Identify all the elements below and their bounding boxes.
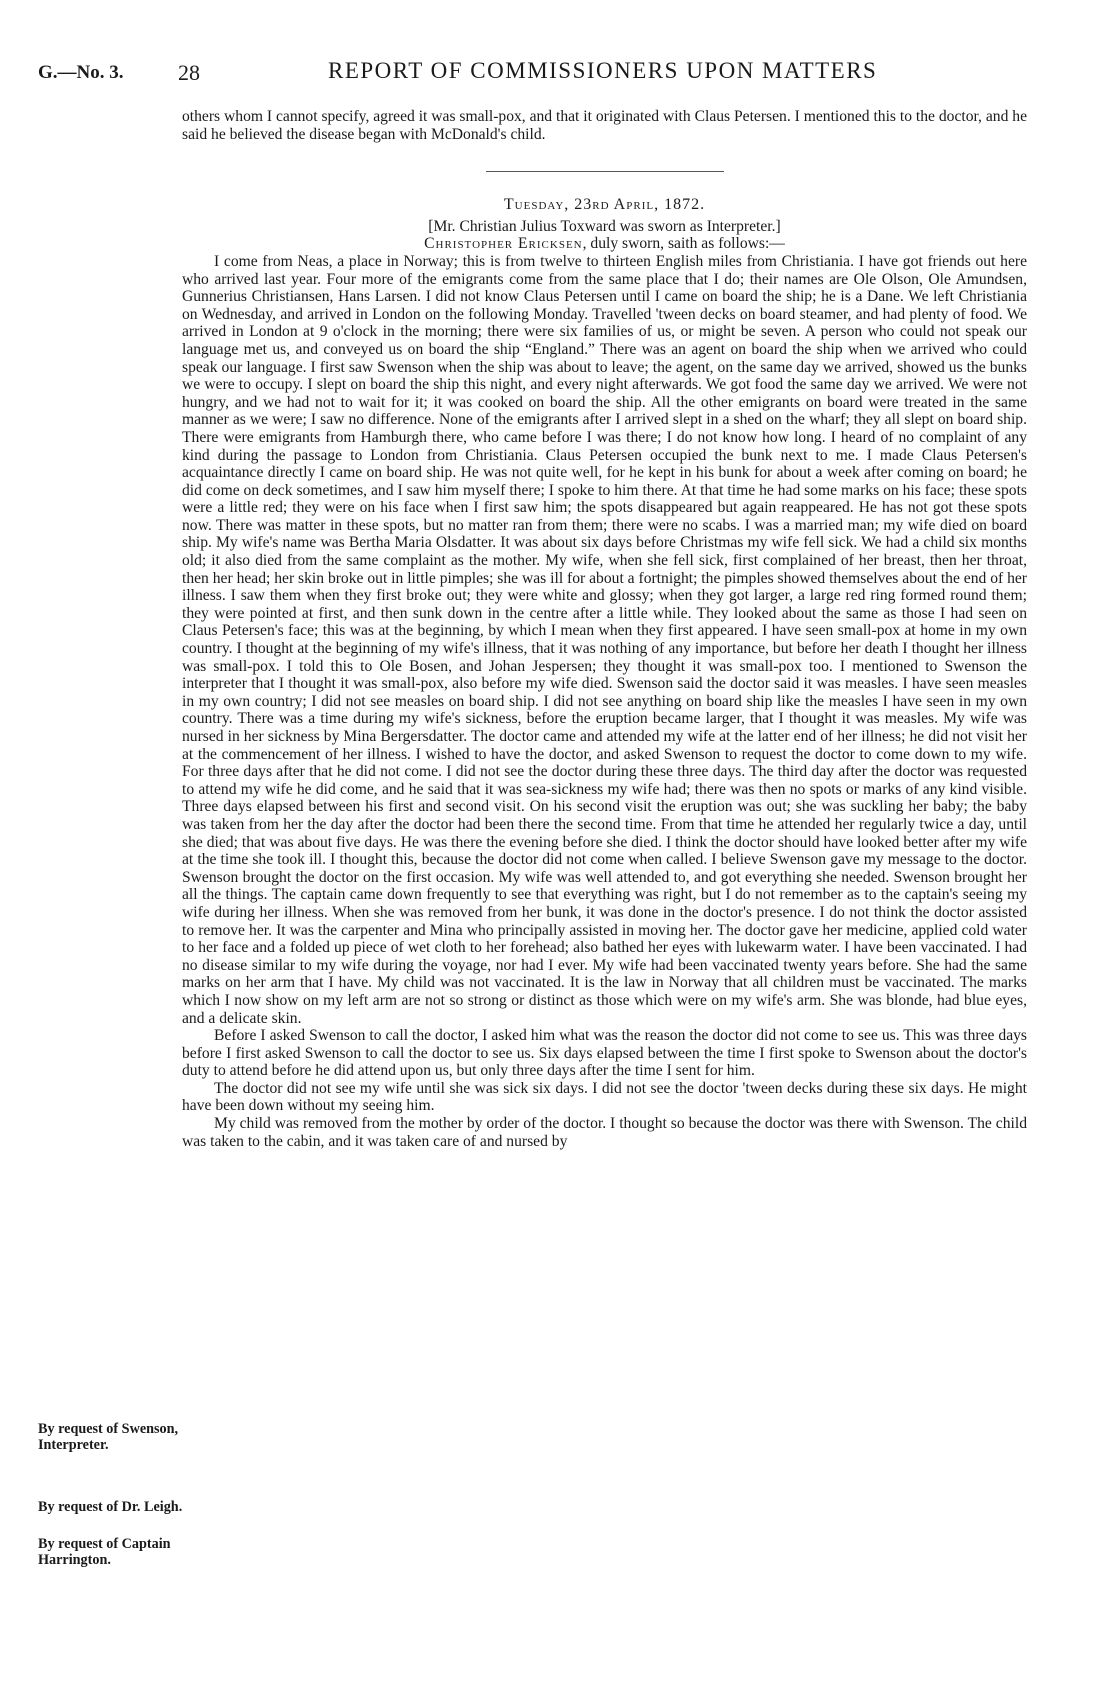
witness-sworn: , duly sworn, saith as follows:—: [582, 235, 785, 253]
page-number: 28: [178, 60, 200, 85]
testimony-paragraph: I come from Neas, a place in Norway; this is from twelve to thirteen English miles from Christiania. I have got friends out here who arrived last year. Four more of the emigrants come from the same place that I do; their names are Ole Olson, Ole Amundsen, Gunnerius Christiansen, Hans Larsen. I did not know Claus Petersen until I came on board the ship; he is a Dane. We left Christiania on Wednesday, and arrived in London on the following Monday. Travelled 'tween decks on board steamer, and had plenty of food. We arrived in London at 9 o'clock in the morning; there were six families of us, or might be seven. A person who could not speak our language met us, and conveyed us on board the ship “England.” There was an agent on board the ship when we arrived who could speak our language. I first saw Swenson when the ship was about to leave; the agent, on the same day we arrived, showed us the bunks we were to occupy. I slept on board the ship this night, and every night afterwards. We got food the same day we arrived. We were not hungry, and we had not to wait for it; it was cooked on board the ship. All the other emigrants on board were treated in the same manner as we were; I saw no difference. None of the emigrants after I arrived slept in a shed on the wharf; they all slept on board ship. There were emigrants from Hamburgh there, who came before I was there; I do not know how long. I heard of no complaint of any kind during the passage to London from Christiania. Claus Petersen occupied the bunk next to me. I made Claus Petersen's acquaintance directly I came on board ship. He was not quite well, for he kept in his bunk for about a week after coming on board; he did come on deck sometimes, and I saw him myself there; I spoke to him there. At that time he had some marks on his face; these spots were a little red; they were on his face when I first saw him; the spots disappeared but again reappeared. He has not got these spots now. There was matter in these spots, but no matter ran from them; there were no scabs. I was a married man; my wife died on board ship. My wife's name was Bertha Maria Olsdatter. It was about six days before Christmas my wife fell sick. We had a child six months old; it also died from the same complaint as the mother. My wife, when she fell sick, first complained of her breast, then her throat, then her head; her skin broke out in little pimples; she was ill for about a fortnight; the pimples showed themselves about the end of her illness. I saw them when they first broke out; they were white and glossy; when they got larger, a large red ring formed round them; they were pointed at first, and then sunk down in the centre after a little while. They looked about the same as those I had seen on Claus Petersen's face; this was at the beginning, by which I mean when they first appeared. I have seen small-pox at home in my own country. I thought at the beginning of my wife's illness, that it was nothing of any importance, but before her death I thought her illness was small-pox. I told this to Ole Bosen, and Johan Jespersen; they thought it was small-pox too. I mentioned to Swenson the interpreter that I thought it was small-pox, also before my wife died. Swenson said the doctor said it was measles. I have seen measles in my own country; I did not see measles on board ship. I did not see anything on board ship like the measles I have seen in my own country. There was a time during my wife's sickness, before the eruption became larger, that I thought it was measles. My wife was nursed in her sickness by Mina Bergersdatter. The doctor came and attended my wife at the latter end of her illness; he did not visit her at the commencement of her illness. I wished to have the doctor, and asked Swenson to request the doctor to come down to my wife. For three days after that he did not come. I did not see the doctor during these three days. The third day after the doctor was requested to attend my wife he did come, and he said that it was sea-sickness my wife had; there was then no spots or marks of any kind visible. Three days elapsed between his first and second visit. On his second visit the eruption was out; she was suckling her baby; the baby was taken from her the day after the doctor had been there the second time. From that time he attended her regularly twice a day, until she died; that was about five days. He was there the evening before she died. I think the doctor should have looked better after my wife at the time she took ill. I thought this, because the doctor did not come when called. I believe Swenson gave my message to the doctor. Swenson brought the doctor on the first occasion. My wife was well attended to, and got everything she needed. Swenson brought her all the things. The captain came down frequently to see that everything was right, but I do not remember as to the captain's seeing my wife during her illness. When she was removed from her bunk, it was done in the doctor's presence. I do not think the doctor assisted to remove her. It was the carpenter and Mina who principally assisted in moving her. The doctor gave her medicine, applied cold water to her face and a folded up piece of wet cloth to her forehead; also bathed her eyes with lukewarm water. I have been vaccinated. I had no disease similar to my wife during the voyage, nor had I ever. My wife had been vaccinated twenty years before. She had the same marks on her arm that I have. My child was not vaccinated. It is the law in Norway that all children must be vaccinated. The marks which I now show on my left arm are not so strong or distinct as those which were on my wife's arm. She was blonde, had blue eyes, and a delicate skin.: [182, 252, 1027, 1027]
margin-note-harrington: By request of Captain Harrington.: [38, 1536, 171, 1568]
running-title: REPORT OF COMMISSIONERS UPON MATTERS: [328, 58, 878, 83]
intro-paragraph: others whom I cannot specify, agreed it was small-pox, and that it originated with Claus Petersen. I mentioned this to the doctor, and he said he believed the disease began with McDonald's child.: [182, 108, 1027, 143]
series-number: G.—No. 3.: [38, 62, 124, 83]
witness-heading: [182, 235, 1027, 253]
answer-paragraph-harrington: My child was removed from the mother by order of the doctor. I thought so because the doctor was there with Swenson. The child was taken to the cabin, and it was taken care of and nursed by: [182, 1115, 1027, 1150]
answer-paragraph-swenson: Before I asked Swenson to call the doctor, I asked him what was the reason the doctor did not come to see us. This was three days before I first asked Swenson to call the doctor to see us. Six days elapsed between the time I first spoke to Swenson about the doctor's duty to attend before he did attend upon us, but only three days after the time I sent for him.: [182, 1027, 1027, 1080]
date-heading: Tuesday, 23rd April, 1872.: [503, 196, 706, 214]
margin-note-leigh: By request of Dr. Leigh.: [38, 1499, 183, 1515]
page-header: [38, 58, 1076, 88]
section-divider: [486, 171, 724, 172]
document-body: [182, 108, 1027, 1150]
interpreter-note: [Mr. Christian Julius Toxward was sworn as Interpreter.]: [428, 217, 781, 235]
margin-note-swenson: By request of Swenson, Interpreter.: [38, 1421, 179, 1453]
answer-paragraph-leigh: The doctor did not see my wife until she was sick six days. I did not see the doctor 'tween decks during these six days. He might have been down without my seeing him.: [182, 1079, 1027, 1115]
witness-name: Christopher Ericksen: [424, 235, 583, 253]
